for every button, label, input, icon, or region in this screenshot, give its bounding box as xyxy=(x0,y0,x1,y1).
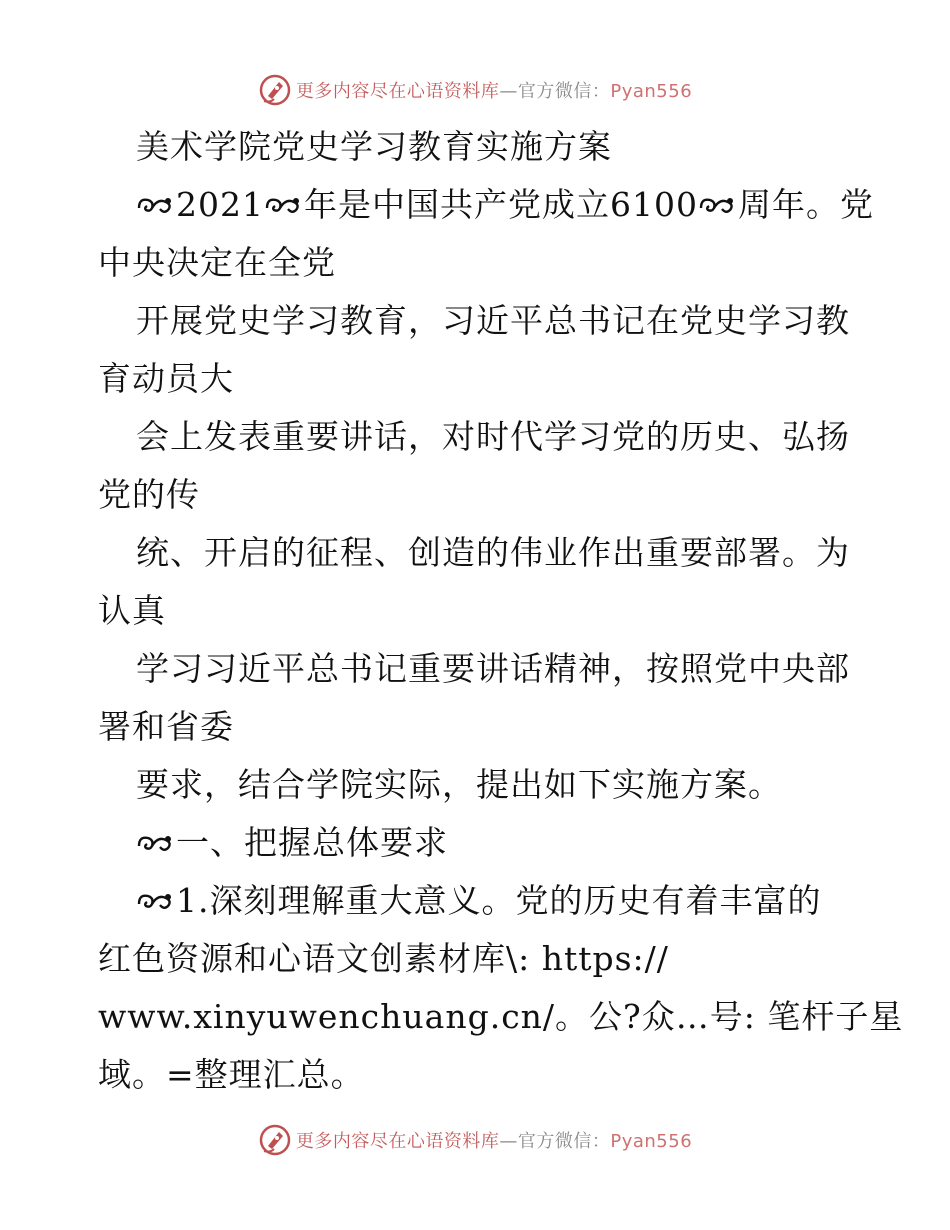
document-title: 美术学院党史学习教育实施方案 xyxy=(136,127,612,166)
pen-nib-circle-logo-icon xyxy=(258,73,292,107)
paragraph-line-1 xyxy=(98,176,878,234)
paragraph-line: 中央决定在全党 xyxy=(98,243,336,282)
watermark-wechat-label: 官方微信： xyxy=(517,1131,611,1152)
watermark-wechat-id: Pyan556 xyxy=(610,1131,693,1152)
watermark-wechat-id: Pyan556 xyxy=(610,81,693,102)
section-heading xyxy=(98,814,878,872)
paragraph-line: 育动员大 xyxy=(98,359,234,398)
paragraph-line: 会上发表重要讲话，对时代学习党的历史、弘扬 xyxy=(136,417,850,456)
watermark-text xyxy=(296,1127,692,1153)
watermark-footer xyxy=(0,1120,950,1160)
watermark-header xyxy=(0,70,950,110)
paragraph-line: 署和省委 xyxy=(98,707,234,746)
watermark-dash: — xyxy=(499,1131,518,1152)
paragraph-line: 认真 xyxy=(98,591,166,630)
ornament-bullet-icon xyxy=(264,192,304,218)
paragraph-line: 要求，结合学院实际，提出如下实施方案。 xyxy=(136,765,782,804)
paragraph-line: 红色资源和心语文创素材库\: https:// xyxy=(98,939,669,978)
section-heading-text: 一、把握总体要求 xyxy=(176,823,448,862)
ornament-bullet-icon xyxy=(136,830,176,856)
paragraph-line: 统、开启的征程、创造的伟业作出重要部署。为 xyxy=(136,533,850,572)
paragraph-line: 党的传 xyxy=(98,475,200,514)
ornament-bullet-icon xyxy=(698,192,738,218)
paragraph-line: 开展党史学习教育，习近平总书记在党史学习教 xyxy=(136,301,850,340)
line-1-text-a: 2021 xyxy=(176,185,264,224)
watermark-site: 更多内容尽在心语资料库 xyxy=(295,1131,500,1152)
document-body xyxy=(98,118,904,1104)
pen-nib-circle-logo-icon xyxy=(258,1123,292,1157)
paragraph-line: 域。=整理汇总。 xyxy=(98,1055,365,1094)
watermark-text xyxy=(296,77,692,103)
line-1-text-c: 周年。党 xyxy=(737,185,874,224)
watermark-wechat-label: 官方微信： xyxy=(517,81,611,102)
subsection-text: 1.深刻理解重大意义。党的历史有着丰富的 xyxy=(176,881,822,920)
watermark-site: 更多内容尽在心语资料库 xyxy=(295,81,500,102)
line-1-text-b: 年是中国共产党成立6100 xyxy=(303,185,698,224)
ornament-bullet-icon xyxy=(136,192,176,218)
watermark-dash: — xyxy=(499,81,518,102)
paragraph-line: www.xinyuwenchuang.cn/。公?众…号: 笔杆子星 xyxy=(98,997,904,1036)
paragraph-line: 学习习近平总书记重要讲话精神，按照党中央部 xyxy=(136,649,850,688)
subsection-line xyxy=(98,872,878,930)
ornament-bullet-icon xyxy=(136,888,176,914)
